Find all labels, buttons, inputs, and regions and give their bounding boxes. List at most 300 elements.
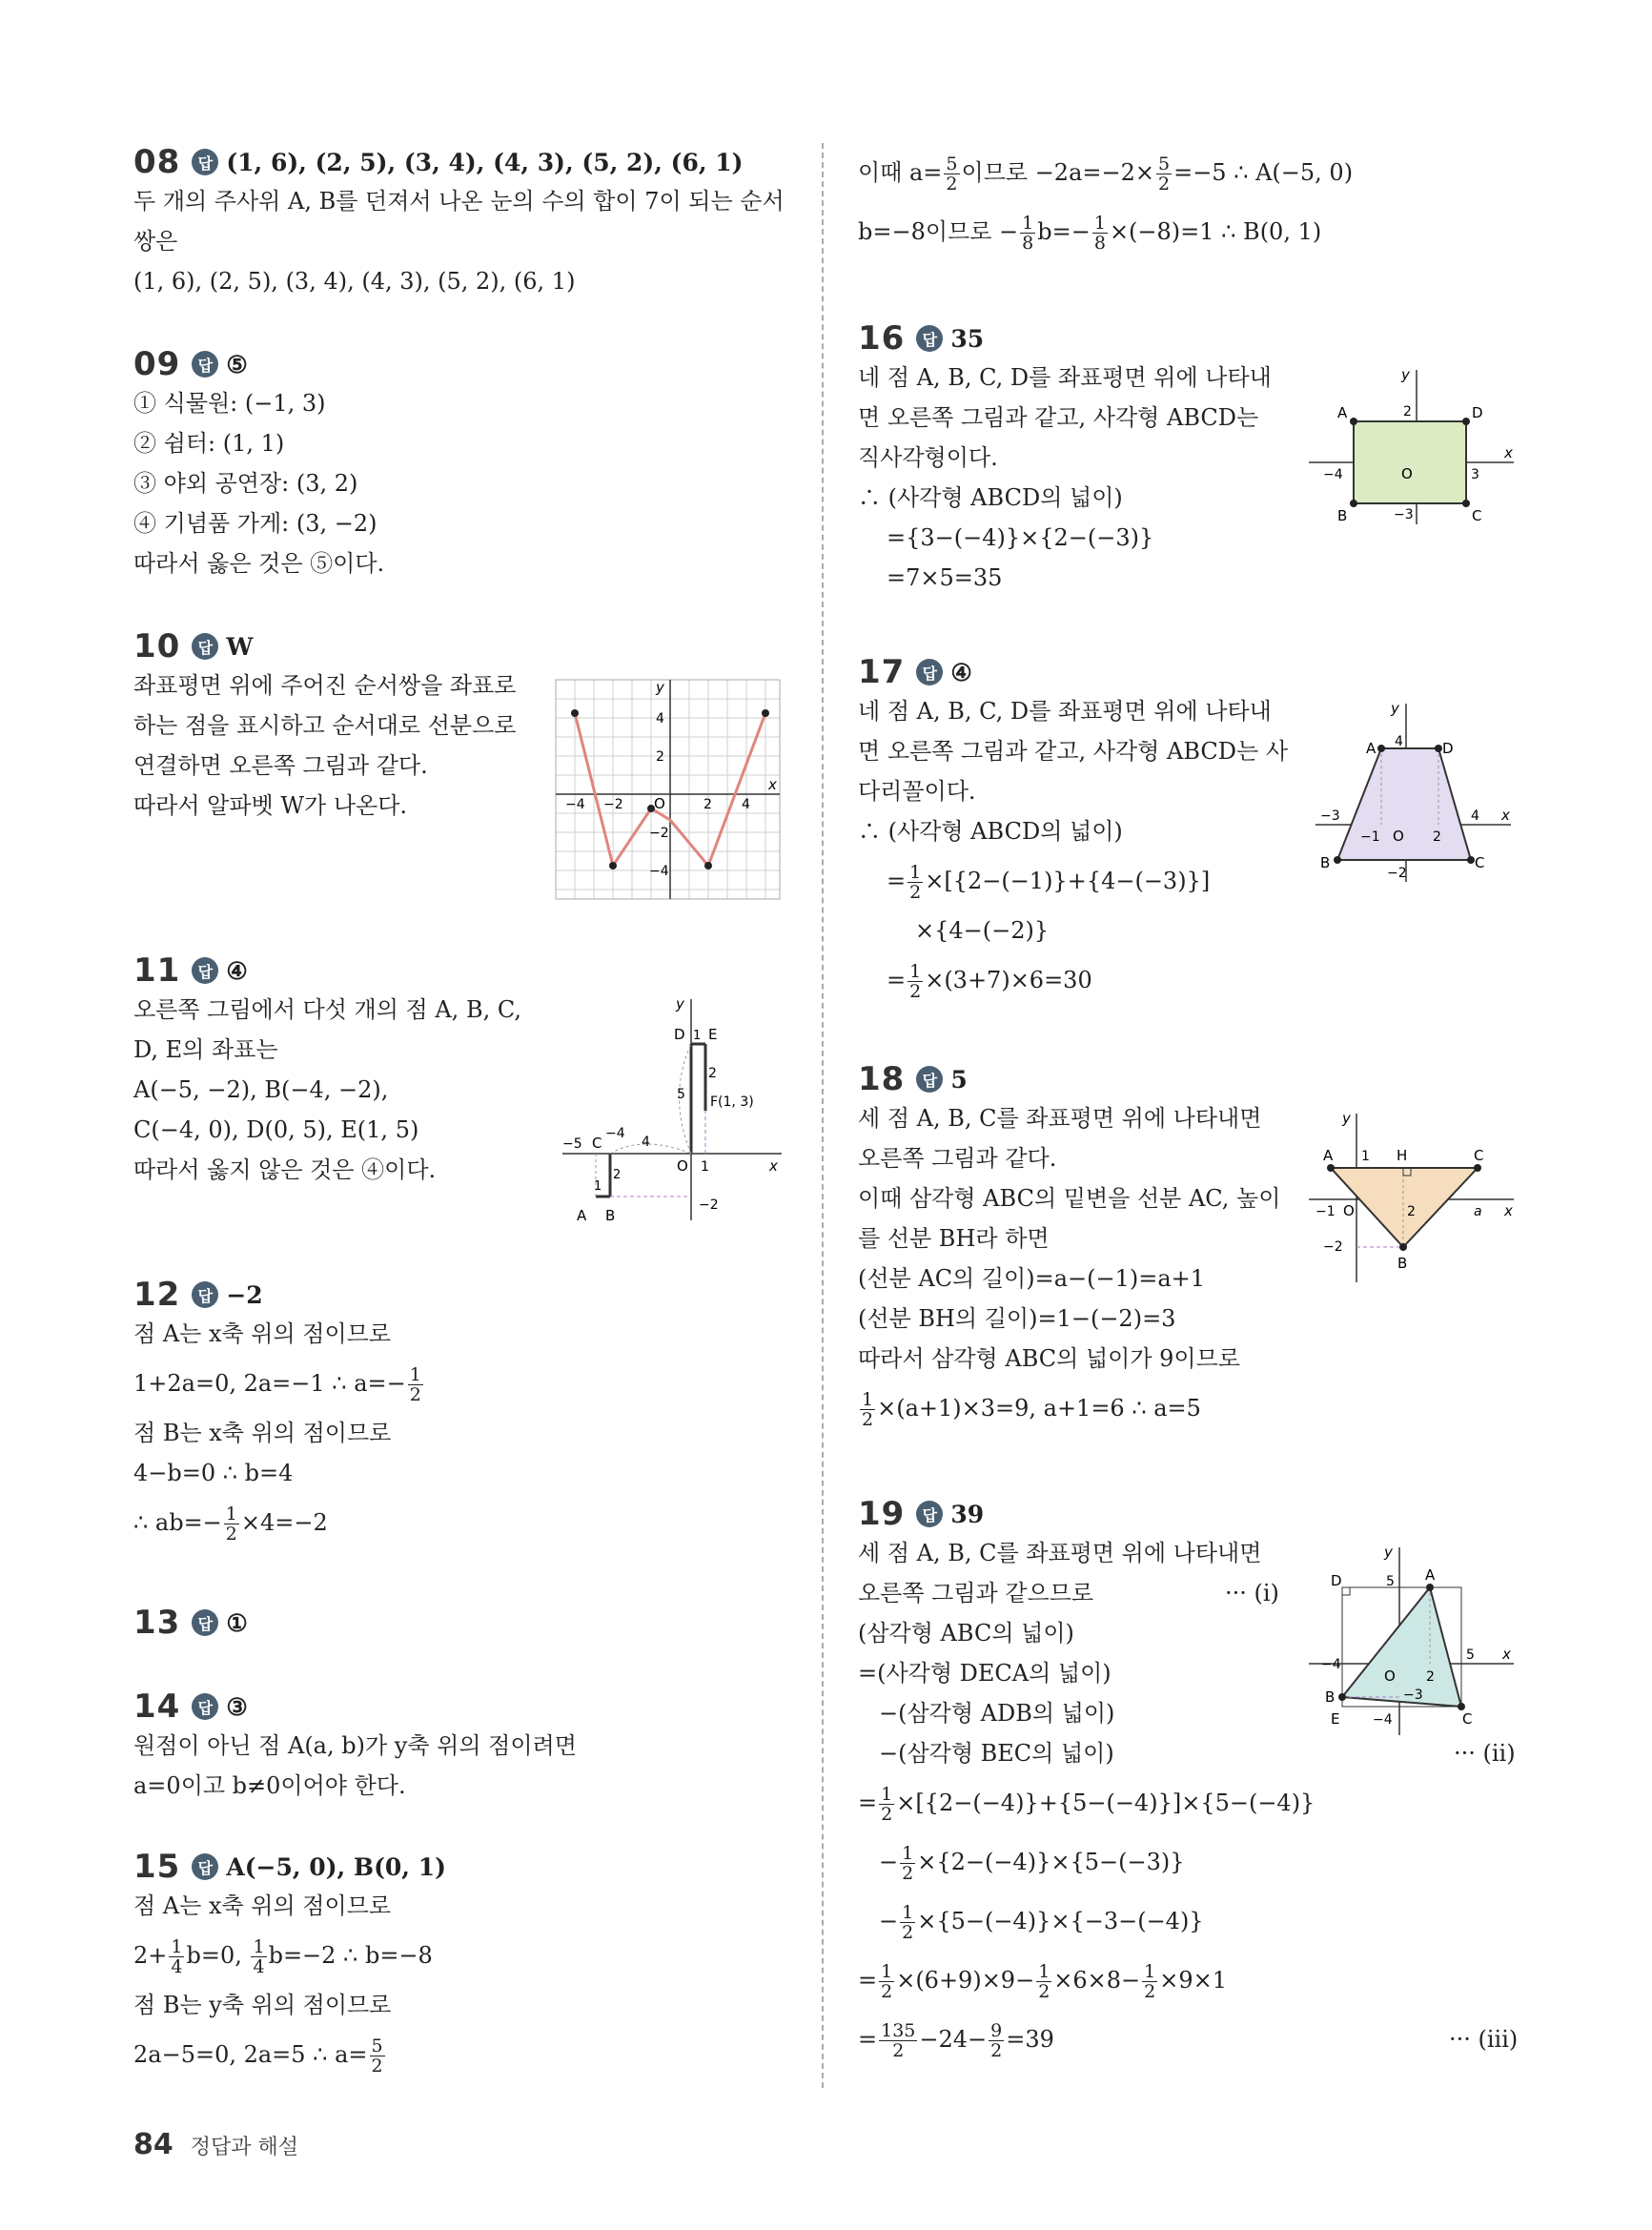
- equation-text: =: [887, 967, 907, 993]
- numerator: 1: [225, 1504, 237, 1524]
- x-axis-label: x: [1502, 1646, 1511, 1663]
- tick-label: 4: [742, 797, 750, 812]
- problem-10: [133, 627, 516, 826]
- problem-12: [133, 1276, 425, 1552]
- point-label: B: [1325, 1688, 1336, 1706]
- problem-number: 15: [133, 1848, 181, 1886]
- problem-11: [133, 951, 521, 1190]
- text-line: 면 오른쪽 그림과 같고, 사각형 ABCD는: [858, 404, 1259, 431]
- graph-points-abcde: [558, 992, 786, 1230]
- tick-label: 2: [708, 1066, 717, 1081]
- equation-text: =39: [1006, 2026, 1054, 2053]
- text-line: 따라서 삼각형 ABC의 넓이가 9이므로: [858, 1345, 1240, 1372]
- problem-number: 09: [133, 345, 181, 383]
- denominator: 2: [909, 981, 922, 1002]
- equation-text: −: [879, 1908, 899, 1934]
- step-marker: ··· (iii): [1449, 2026, 1519, 2053]
- problem-15: [133, 1848, 446, 2084]
- problem-number: 10: [133, 627, 181, 665]
- numerator: 9: [990, 2020, 1003, 2041]
- fraction: [1156, 154, 1172, 194]
- answer: 5: [950, 1065, 968, 1094]
- denominator: 2: [1038, 1981, 1050, 2002]
- numerator: 1: [881, 1784, 893, 1805]
- text-line: 하는 점을 표시하고 순서대로 선분으로: [133, 712, 517, 739]
- equation-text: ×{2−(−4)}×{5−(−3)}: [917, 1849, 1185, 1875]
- step-marker: ··· (i): [1225, 1580, 1279, 1606]
- x-axis-label: x: [768, 776, 777, 793]
- equation-line: [133, 1926, 446, 1985]
- problem-header: [133, 1604, 248, 1642]
- text-line: (선분 AC의 길이)=a−(−1)=a+1: [858, 1265, 1206, 1292]
- tick-label: 4: [656, 711, 664, 726]
- point-label: A: [1366, 740, 1377, 757]
- equation-text: ×(−8)=1 ∴ B(0, 1): [1109, 218, 1322, 245]
- equation-text: b=−2 ∴ b=−8: [268, 1942, 433, 1969]
- column-divider: [822, 143, 824, 2088]
- denominator: 4: [253, 1956, 265, 1977]
- graph-trapezoid-abcd: [1311, 696, 1516, 887]
- denominator: 2: [371, 2056, 383, 2077]
- text-line: a=0이고 b≠0이어야 한다.: [133, 1772, 406, 1799]
- y-axis-label: y: [1391, 700, 1399, 717]
- denominator: 2: [862, 1409, 874, 1430]
- point-label: D: [674, 1026, 685, 1043]
- tick-label: 1: [1361, 1149, 1370, 1164]
- tick-label: 5: [1466, 1647, 1475, 1663]
- tick-label: −2: [649, 826, 669, 841]
- numerator: 1: [253, 1936, 265, 1957]
- numerator: 1: [171, 1936, 183, 1957]
- tick-label: −4: [1321, 1657, 1341, 1672]
- fraction: [879, 1785, 894, 1824]
- tick-label: −2: [699, 1197, 719, 1213]
- text-line: 를 선분 BH라 하면: [858, 1225, 1050, 1252]
- point-label: A: [1323, 1147, 1334, 1164]
- text-line: [858, 1573, 1315, 1613]
- tick-label: a: [1474, 1204, 1482, 1219]
- fraction: [370, 2036, 385, 2076]
- problem-19: [858, 1495, 1519, 2069]
- numerator: 1: [1022, 213, 1034, 234]
- text-line: 좌표평면 위에 주어진 순서쌍을 좌표로: [133, 672, 517, 699]
- numerator: 1: [909, 961, 922, 982]
- text-line: A(−5, −2), B(−4, −2),: [133, 1076, 389, 1103]
- denominator: 2: [892, 2040, 905, 2061]
- graph-w-shape: [551, 675, 785, 904]
- origin-label: O: [1343, 1202, 1355, 1219]
- equation-text: 이므로 −2a=−2×: [961, 159, 1154, 186]
- equation-text: =−5 ∴ A(−5, 0): [1173, 159, 1354, 186]
- point-label: E: [1331, 1710, 1340, 1728]
- y-axis-label: y: [1384, 1544, 1393, 1561]
- equation-line: [858, 1773, 1315, 1832]
- tick-label: −1: [1315, 1204, 1336, 1219]
- answer: ④: [226, 956, 248, 985]
- answer: ①: [226, 1608, 248, 1637]
- denominator: 8: [1022, 233, 1034, 254]
- text-line: 세 점 A, B, C를 좌표평면 위에 나타내면: [858, 1540, 1262, 1566]
- text-line: =(사각형 DECA의 넓이): [858, 1660, 1112, 1687]
- tick-label: −1: [1360, 829, 1380, 845]
- text-line: 면 오른쪽 그림과 같고, 사각형 ABCD는 사: [858, 738, 1288, 765]
- tick-label: −4: [649, 864, 669, 879]
- answer: 35: [950, 324, 985, 353]
- answer-badge: 답: [192, 1281, 218, 1308]
- x-axis-label: x: [1504, 1202, 1513, 1219]
- denominator: 2: [225, 1524, 237, 1545]
- equation-line: [133, 1493, 425, 1552]
- equation-line: [858, 143, 1353, 202]
- problem-number: 17: [858, 653, 906, 691]
- tick-label: 1: [701, 1159, 709, 1175]
- problem-09: [133, 345, 384, 583]
- text-line: 세 점 A, B, C를 좌표평면 위에 나타내면: [858, 1105, 1262, 1132]
- fraction: [1036, 1962, 1051, 2001]
- tick-label: 1: [594, 1179, 602, 1194]
- numerator: 1: [902, 1843, 914, 1864]
- text-line: C(−4, 0), D(0, 5), E(1, 5): [133, 1116, 419, 1143]
- equation-text: =: [858, 1967, 878, 1994]
- text-line: 따라서 알파벳 W가 나온다.: [133, 792, 408, 819]
- text-line: 원점이 아닌 점 A(a, b)가 y축 위의 점이려면: [133, 1732, 577, 1759]
- equation-text: 2a−5=0, 2a=5 ∴ a=: [133, 2041, 368, 2068]
- text-line: ={3−(−4)}×{2−(−3)}: [887, 524, 1154, 551]
- tick-label: 4: [642, 1135, 650, 1150]
- text-line: ① 식물원: (−1, 3): [133, 390, 326, 417]
- denominator: 2: [946, 174, 958, 194]
- point-label: H: [1397, 1147, 1408, 1164]
- tick-label: 2: [1433, 829, 1441, 845]
- equation-line: [858, 1951, 1315, 2010]
- tick-label: −4: [565, 797, 585, 812]
- problem-18: [858, 1060, 1280, 1438]
- fraction: [879, 1962, 894, 2001]
- denominator: 2: [902, 1863, 914, 1884]
- numerator: 135: [881, 2020, 916, 2041]
- equation-text: ×[{2−(−1)}+{4−(−3)}]: [925, 868, 1211, 894]
- equation-text: 1+2a=0, 2a=−1 ∴ a=−: [133, 1370, 406, 1397]
- problem-number: 18: [858, 1060, 906, 1098]
- problem-number: 12: [133, 1276, 181, 1314]
- text-line: 4−b=0 ∴ b=4: [133, 1460, 294, 1486]
- numerator: 1: [1093, 213, 1106, 234]
- text-line: 따라서 옳은 것은 ⑤이다.: [133, 550, 385, 577]
- graph-rectangle-abcd: [1304, 362, 1519, 529]
- y-axis-label: y: [1401, 366, 1410, 383]
- tick-label: −3: [1403, 1688, 1423, 1703]
- equation-line: [858, 1832, 1315, 1892]
- answer-badge: 답: [916, 1066, 943, 1093]
- point-label: C: [1462, 1710, 1473, 1728]
- equation-text: =: [858, 2026, 878, 2053]
- tick-label: 2: [613, 1168, 622, 1182]
- text-line: ×{4−(−2)}: [915, 917, 1050, 944]
- problem-header: [133, 1276, 425, 1314]
- answer: (1, 6), (2, 5), (3, 4), (4, 3), (5, 2), (6, 1): [226, 148, 744, 176]
- equation-text: −: [879, 1849, 899, 1875]
- text-line: 직사각형이다.: [858, 444, 998, 471]
- equation-text: ×{5−(−4)}×{−3−(−4)}: [917, 1908, 1204, 1934]
- tick-label: −3: [1394, 507, 1414, 522]
- denominator: 2: [990, 2040, 1003, 2061]
- numerator: 1: [409, 1364, 421, 1385]
- point-label: C: [592, 1135, 602, 1152]
- equation-text: =: [887, 868, 907, 894]
- tick-label: 2: [656, 749, 664, 765]
- equation-line: [858, 2010, 1519, 2069]
- answer: ④: [950, 658, 972, 686]
- problem-number: 19: [858, 1495, 906, 1533]
- fraction: [224, 1504, 239, 1544]
- equation-text: ×(6+9)×9−: [896, 1967, 1035, 1994]
- problem-number: 16: [858, 319, 906, 358]
- problem-15-continued: [858, 143, 1353, 261]
- text-line: 연결하면 오른쪽 그림과 같다.: [133, 752, 428, 779]
- answer: A(−5, 0), B(0, 1): [226, 1852, 446, 1881]
- answer: 39: [950, 1500, 985, 1528]
- numerator: 5: [371, 2036, 383, 2056]
- problem-header: [133, 1848, 446, 1886]
- point-label: E: [708, 1026, 718, 1043]
- graph-triangle-abc-box: [1304, 1540, 1519, 1740]
- point-label: C: [1475, 854, 1485, 871]
- problem-header: [133, 951, 521, 990]
- text-line: (선분 BH의 길이)=1−(−2)=3: [858, 1305, 1176, 1332]
- tick-label: 4: [1395, 734, 1403, 749]
- denominator: 8: [1093, 233, 1106, 254]
- answer-badge: 답: [192, 1609, 218, 1636]
- x-axis-label: x: [1504, 444, 1513, 461]
- equation-line: [858, 951, 1288, 1010]
- text-line: (삼각형 ABC의 넓이): [858, 1620, 1074, 1647]
- problem-header: [133, 143, 785, 181]
- answer-badge: 답: [192, 633, 218, 660]
- equation-line: [858, 1379, 1280, 1438]
- point-label: A: [1337, 404, 1348, 421]
- problem-header: [858, 653, 1288, 691]
- text-line: 점 A는 x축 위의 점이므로: [133, 1320, 392, 1347]
- denominator: 2: [881, 1804, 893, 1825]
- denominator: 2: [1157, 174, 1171, 194]
- tick-label: 3: [1471, 467, 1479, 482]
- text-line: 점 B는 x축 위의 점이므로: [133, 1420, 392, 1446]
- problem-header: [133, 627, 516, 665]
- denominator: 2: [409, 1384, 421, 1405]
- text-line: 이때 삼각형 ABC의 밑변을 선분 AC, 높이: [858, 1185, 1281, 1212]
- equation-line: [858, 851, 1288, 910]
- point-label: B: [1337, 507, 1348, 524]
- equation-text: 2+: [133, 1942, 168, 1969]
- fraction: [169, 1937, 184, 1976]
- point-label: A: [1425, 1566, 1436, 1584]
- graph-triangle-abc: [1304, 1106, 1519, 1287]
- page-footer: [133, 2128, 298, 2161]
- equation-text: ×4=−2: [240, 1509, 328, 1536]
- equation-text: ×6×8−: [1053, 1967, 1141, 1994]
- numerator: 5: [946, 153, 958, 174]
- problem-16: [858, 319, 1272, 598]
- origin-label: O: [1393, 828, 1404, 845]
- text-line: ③ 야외 공연장: (3, 2): [133, 470, 358, 497]
- answer: −2: [226, 1280, 263, 1309]
- fraction: [944, 154, 959, 194]
- page-number: 84: [133, 2128, 173, 2161]
- answer-badge: 답: [916, 325, 943, 352]
- problem-08: [133, 143, 785, 301]
- problem-number: 14: [133, 1688, 181, 1726]
- problem-header: [858, 1060, 1280, 1098]
- tick-label: −4: [1323, 467, 1343, 482]
- text-line: 점 B는 y축 위의 점이므로: [133, 1992, 392, 2018]
- text-line: D, E의 좌표는: [133, 1036, 278, 1063]
- point-label: C: [1474, 1147, 1484, 1164]
- text-line: −(삼각형 ADB의 넓이): [879, 1700, 1115, 1727]
- denominator: 2: [1144, 1981, 1156, 2002]
- problem-header: [133, 1688, 577, 1726]
- denominator: 2: [909, 882, 922, 903]
- tick-label: −3: [1320, 808, 1340, 824]
- problem-header: [858, 1495, 1315, 1533]
- answer-badge: 답: [192, 149, 218, 175]
- x-axis-label: x: [1501, 807, 1510, 824]
- point-label: D: [1442, 740, 1454, 757]
- fraction: [408, 1365, 423, 1404]
- point-label: A: [577, 1207, 587, 1224]
- numerator: 1: [862, 1389, 874, 1410]
- tick-label: −2: [603, 797, 623, 812]
- equation-text: =: [858, 1790, 878, 1816]
- text-line: 오른쪽 그림과 같다.: [858, 1145, 1057, 1172]
- text-line: 두 개의 주사위 A, B를 던져서 나온 눈의 수의 합이 7이 되는 순서: [133, 188, 785, 215]
- answer-badge: 답: [192, 1853, 218, 1880]
- fraction: [860, 1390, 875, 1429]
- tick-label: 5: [1386, 1574, 1395, 1589]
- problem-number: 08: [133, 143, 181, 181]
- text-line: ④ 기념품 가게: (3, −2): [133, 510, 377, 537]
- text: 오른쪽 그림과 같으므로: [858, 1580, 1094, 1606]
- equation-text: ×(3+7)×6=30: [925, 967, 1092, 993]
- x-axis-label: x: [769, 1157, 778, 1175]
- fraction: [1142, 1962, 1157, 2001]
- fraction: [900, 1844, 915, 1883]
- answer-badge: 답: [192, 957, 218, 984]
- point-label: B: [605, 1207, 616, 1224]
- answer-badge: 답: [192, 351, 218, 378]
- answer-badge: 답: [916, 659, 943, 685]
- y-axis-label: y: [656, 679, 664, 696]
- answer: ⑤: [226, 350, 248, 378]
- text-line: ② 쉼터: (1, 1): [133, 430, 285, 457]
- fraction: [1092, 214, 1108, 253]
- problem-header: [133, 345, 384, 383]
- tick-label: 2: [1407, 1204, 1416, 1219]
- equation-text: ×[{2−(−4)}+{5−(−4)}]×{5−(−4)}: [896, 1790, 1315, 1816]
- fraction: [879, 2021, 917, 2060]
- problem-number: 13: [133, 1604, 181, 1642]
- tick-label: −4: [1373, 1712, 1393, 1728]
- tick-label: 2: [704, 797, 712, 812]
- tick-label: 5: [677, 1087, 685, 1102]
- tick-label: 2: [1403, 404, 1412, 419]
- equation-text: ∴ ab=−: [133, 1509, 222, 1536]
- equation-line: [858, 202, 1353, 261]
- fraction: [900, 1903, 915, 1942]
- fraction: [251, 1937, 266, 1976]
- point-label: B: [1397, 1255, 1408, 1272]
- equation-text: ×(a+1)×3=9, a+1=6 ∴ a=5: [877, 1395, 1201, 1422]
- equation-text: b=−: [1037, 218, 1091, 245]
- text-line: 오른쪽 그림에서 다섯 개의 점 A, B, C,: [133, 996, 521, 1023]
- answer-badge: 답: [916, 1501, 943, 1527]
- text-line: 따라서 옳지 않은 것은 ④이다.: [133, 1156, 437, 1183]
- tick-label: −4: [605, 1126, 625, 1141]
- origin-label: O: [654, 795, 665, 812]
- numerator: 1: [881, 1961, 893, 1982]
- numerator: 1: [909, 862, 922, 883]
- problem-number: 11: [133, 951, 181, 990]
- equation-text: b=−8이므로 −: [858, 218, 1019, 245]
- fraction: [989, 2021, 1004, 2060]
- fraction: [1020, 214, 1035, 253]
- text-line: ∴ (사각형 ABCD의 넓이): [858, 484, 1123, 511]
- point-label: C: [1472, 507, 1482, 524]
- y-axis-label: y: [676, 995, 684, 1013]
- equation-line: [858, 1892, 1315, 1951]
- text-line: (1, 6), (2, 5), (3, 4), (4, 3), (5, 2), (6, 1): [133, 268, 576, 295]
- tick-label: −5: [562, 1136, 582, 1152]
- text-line: 네 점 A, B, C, D를 좌표평면 위에 나타내: [858, 698, 1272, 725]
- answer: W: [226, 632, 254, 661]
- equation-line: [133, 2025, 446, 2084]
- equation-text: b=0,: [186, 1942, 250, 1969]
- y-axis-label: y: [1342, 1110, 1351, 1127]
- equation-text: 이때 a=: [858, 159, 943, 186]
- origin-label: O: [677, 1157, 688, 1175]
- point-label: D: [1331, 1572, 1342, 1589]
- origin-label: O: [1384, 1667, 1396, 1685]
- numerator: 1: [1144, 1961, 1156, 1982]
- fraction: [908, 863, 923, 902]
- text: −(삼각형 BEC의 넓이): [879, 1740, 1114, 1767]
- text-line: =7×5=35: [887, 564, 1003, 591]
- problem-14: [133, 1688, 577, 1806]
- point-label: F(1, 3): [710, 1095, 754, 1110]
- answer: ③: [226, 1692, 248, 1721]
- text-line: 점 A는 x축 위의 점이므로: [133, 1892, 392, 1919]
- problem-17: [858, 653, 1288, 1010]
- tick-label: 2: [1426, 1669, 1435, 1685]
- equation-line: [133, 1354, 425, 1413]
- problem-13: [133, 1604, 248, 1642]
- tick-label: −2: [1387, 866, 1407, 881]
- point-label: D: [1472, 404, 1483, 421]
- answer-badge: 답: [192, 1693, 218, 1720]
- step-marker: ··· (ii): [1454, 1740, 1516, 1767]
- denominator: 4: [171, 1956, 183, 1977]
- tick-label: 4: [1471, 808, 1479, 824]
- text-line: ∴ (사각형 ABCD의 넓이): [858, 818, 1123, 845]
- footer-label: 정답과 해설: [190, 2136, 299, 2159]
- tick-label: −2: [1323, 1239, 1343, 1255]
- text-line: 네 점 A, B, C, D를 좌표평면 위에 나타내: [858, 364, 1272, 391]
- problem-header: [858, 319, 1272, 358]
- equation-text: −24−: [919, 2026, 988, 2053]
- text-line: 다리꼴이다.: [858, 778, 976, 805]
- point-label: B: [1320, 854, 1331, 871]
- denominator: 2: [881, 1981, 893, 2002]
- origin-label: O: [1401, 465, 1413, 482]
